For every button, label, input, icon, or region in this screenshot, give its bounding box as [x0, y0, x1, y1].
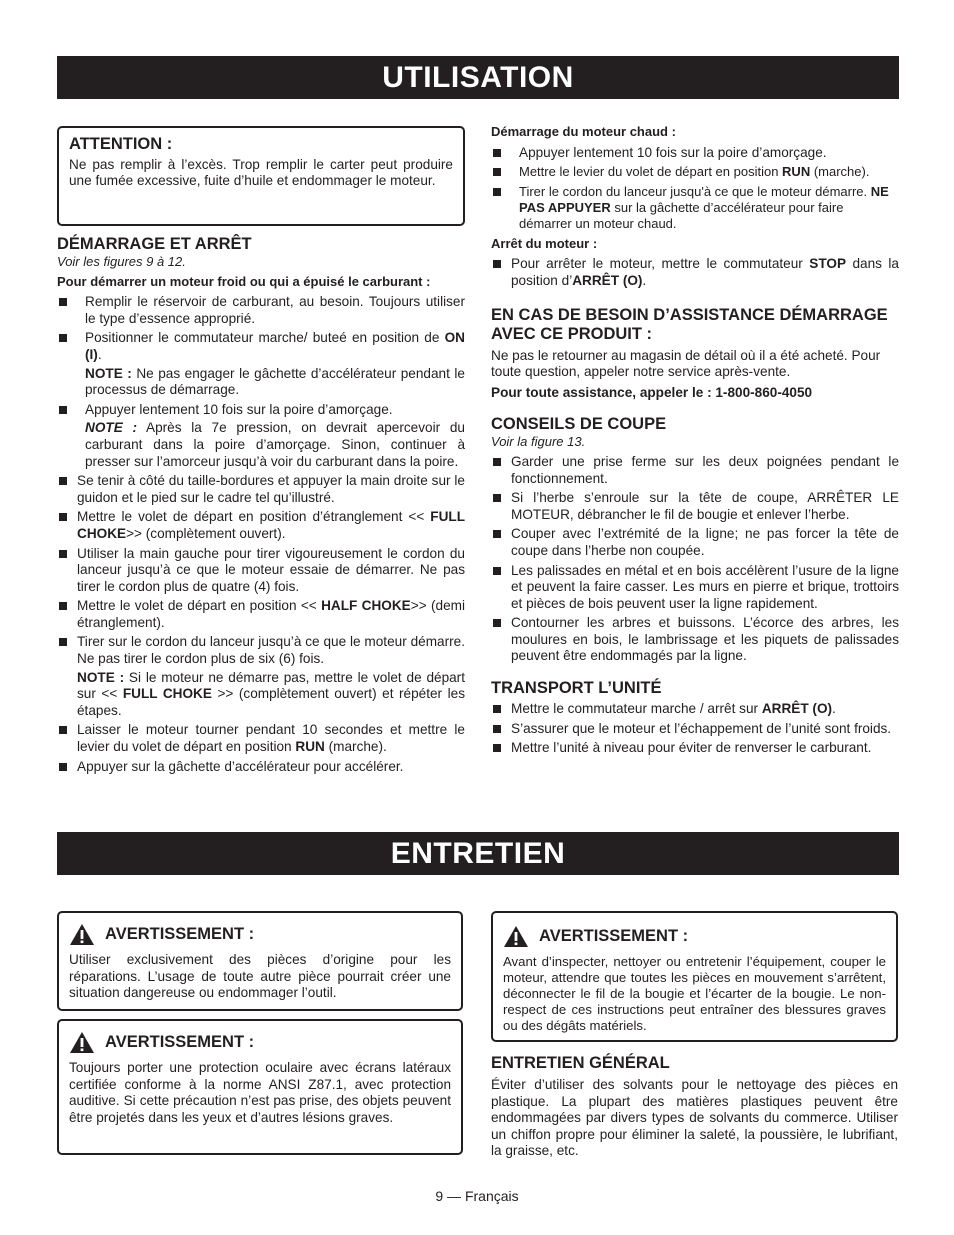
- item-text: Pour arrêter le moteur, mettre le commutateur: [511, 256, 810, 272]
- item-text: Mettre l’unité à niveau pour éviter de renverser le carburant.: [511, 740, 872, 756]
- note-label: NOTE :: [85, 420, 138, 436]
- note-bold: FULL CHOKE: [122, 686, 212, 702]
- demarrage-subtitle: Voir les figures 9 à 12.: [57, 254, 186, 269]
- list-item: [57, 330, 465, 398]
- list-item: [57, 473, 465, 506]
- warning-triangle-icon: [503, 925, 529, 948]
- entretien-right-column: [491, 911, 898, 1160]
- note: [77, 670, 465, 720]
- stop-list: [491, 256, 899, 289]
- item-text: Laisser le moteur tourner pendant 10 secondes et mettre le levier du volet de départ en position: [77, 722, 465, 755]
- conseils-list: [491, 454, 899, 665]
- item-text: Remplir le réservoir de carburant, au besoin. Toujours utiliser le type d’essence approprié.: [85, 294, 465, 326]
- hot-start-list: [491, 145, 899, 232]
- item-bold: ARRÊT (O): [572, 272, 643, 288]
- list-item: [491, 740, 899, 757]
- item-text: sur la gâchette d’accélérateur pour faire démarrer un moteur chaud.: [519, 199, 844, 231]
- list-item: [57, 722, 465, 755]
- list-item: [57, 509, 465, 542]
- warning-title-text: AVERTISSEMENT :: [105, 925, 255, 944]
- note-text: Après la 7e pression, on devrait apercevoir du carburant dans la poire d’amorçage. Sinon, continuer à presser sur l’amorceur jusqu’à voir du carburant dans la poire.: [85, 420, 465, 469]
- item-text: Couper avec l’extrémité de la ligne; ne pas forcer la tête de coupe dans l’herbe non coupée.: [511, 526, 899, 558]
- item-text: S’assurer que le moteur et l’échappement de l’unité sont froids.: [511, 720, 892, 736]
- conseils-title: CONSEILS DE COUPE: [491, 415, 667, 434]
- note-label: NOTE :: [85, 365, 132, 381]
- list-item: [491, 563, 899, 613]
- warning-title: [69, 923, 451, 946]
- item-text: Utiliser la main gauche pour tirer vigoureusement le cordon du lanceur jusqu’à ce que le moteur essaie de démarrer. Ne pas tirer le cordon plus de quatre (4) fois.: [77, 545, 465, 594]
- item-bold: RUN: [782, 164, 811, 180]
- warning-text: Utiliser exclusivement des pièces d’origine pour les réparations. L’usage de toute autre pièce pourrait créer une situation dangereuse ou endommager l’outil.: [69, 952, 451, 1001]
- item-text: (marche).: [810, 164, 870, 180]
- item-text: Mettre le levier du volet de départ en position: [519, 164, 783, 180]
- item-text: dans la position d’: [511, 256, 899, 288]
- warning-title-text: AVERTISSEMENT :: [539, 927, 689, 946]
- right-column: [491, 124, 899, 760]
- item-text: Mettre le commutateur marche / arrêt sur: [511, 701, 762, 717]
- item-text: Garder une prise ferme sur les deux poignées pendant le fonctionnement.: [511, 453, 899, 486]
- list-item: [491, 454, 899, 487]
- item-text: .: [97, 346, 102, 362]
- section-banner-entretien: ENTRETIEN: [57, 832, 899, 875]
- page-footer: 9 — Français: [435, 1188, 519, 1204]
- note-text: Ne pas engager le gâchette d’accélérateur pendant le processus de démarrage.: [85, 365, 465, 398]
- transport-list: [491, 701, 899, 757]
- warning-box-eye-protection: [57, 1019, 463, 1155]
- list-item: [57, 759, 465, 776]
- attention-text: Ne pas remplir à l’excès. Trop remplir le carter peut produire une fumée excessive, fuite d’huile et endommager le moteur.: [69, 156, 453, 189]
- list-item: [57, 546, 465, 596]
- warning-box-maintenance: [491, 911, 898, 1042]
- section-banner-utilisation: UTILISATION: [57, 56, 899, 99]
- stop-label: Arrêt du moteur :: [491, 235, 598, 251]
- warning-triangle-icon: [69, 1031, 95, 1054]
- item-bold: STOP: [809, 256, 847, 272]
- assistance-text: Ne pas le retourner au magasin de détail où il a été acheté. Pour toute question, appeler notre service après-vente.: [491, 347, 881, 380]
- cold-start-list: [57, 294, 465, 775]
- note-label: NOTE :: [77, 669, 125, 685]
- item-text: (marche).: [324, 739, 387, 755]
- cold-start-label: Pour démarrer un moteur froid ou qui a épuisé le carburant :: [57, 273, 431, 289]
- warning-box-parts: [57, 911, 463, 1011]
- list-item: [57, 634, 465, 719]
- list-item: [491, 526, 899, 559]
- item-bold: FULL CHOKE: [77, 509, 465, 541]
- item-text: Tirer sur le cordon du lanceur jusqu’à ce que le moteur démarre. Ne pas tirer le cordon plus de six (6) fois.: [77, 634, 465, 667]
- item-text: Appuyer lentement 10 fois sur la poire d’amorçage.: [85, 401, 393, 417]
- item-bold: NE PAS APPUYER: [519, 183, 889, 215]
- assistance-title: EN CAS DE BESOIN D’ASSISTANCE DÉMARRAGE AVEC CE PRODUIT :: [491, 305, 888, 343]
- warning-text: Toujours porter une protection oculaire avec écrans latéraux certifiée conforme à la norme ANSI Z87.1, avec protection auditive. Si cette précaution n’est pas prise, des objets peuvent être projetés dans les yeux et d’autres lésions graves.: [69, 1060, 451, 1125]
- note: [85, 366, 465, 399]
- general-title: ENTRETIEN GÉNÉRAL: [491, 1054, 670, 1072]
- list-item: [57, 294, 465, 327]
- assistance-phone: Pour toute assistance, appeler le : 1-800-860-4050: [491, 384, 813, 400]
- item-bold: HALF CHOKE: [321, 598, 411, 614]
- transport-title: TRANSPORT L’UNITÉ: [491, 679, 662, 698]
- item-bold: RUN: [295, 739, 325, 755]
- item-text: .: [642, 272, 647, 288]
- item-bold: ON (I): [85, 330, 465, 362]
- item-text: Les palissades en métal et en bois accélèrent l’usure de la ligne et peuvent la faire casser. Les murs en pierre et brique, trottoirs et pièces de bois peuvent user la ligne rapidement.: [511, 562, 899, 611]
- attention-title: ATTENTION :: [69, 135, 173, 153]
- warning-title: [503, 925, 886, 948]
- list-item: [57, 598, 465, 631]
- list-item: [491, 184, 899, 232]
- warning-text: Avant d’inspecter, nettoyer ou entretenir l’équipement, couper le moteur, attendre que toutes les pièces en mouvement s’arrêtent, déconnecter le fil de la bougie et l’écarter de la bougie. Le non-respect de ces instructions peut entraîner des blessures graves ou des dégâts matériels.: [503, 954, 886, 1033]
- general-text: Éviter d’utiliser des solvants pour le nettoyage des pièces en plastique. La plupart des matières plastiques peuvent être endommagées par divers types de solvants du commerce. Utiliser un chiffon propre pour éliminer la saleté, la poussière, le lubrifiant, la graisse, etc.: [491, 1077, 898, 1159]
- item-text: >> (demi étranglement).: [77, 598, 465, 630]
- item-text: >> (complètement ouvert).: [126, 525, 286, 541]
- item-text: Appuyer sur la gâchette d’accélérateur pour accélérer.: [77, 758, 404, 774]
- list-item: [491, 164, 899, 181]
- list-item: [491, 490, 899, 523]
- item-text: Positionner le commutateur marche/ buteé en position de: [85, 330, 445, 346]
- note-text: Si le moteur ne démarre pas, mettre le volet de départ sur <<: [77, 669, 465, 702]
- warning-title: [69, 1031, 451, 1054]
- conseils-subtitle: Voir la figure 13.: [491, 434, 586, 450]
- note: [85, 420, 465, 470]
- left-column: [57, 126, 465, 778]
- list-item: [57, 402, 465, 470]
- item-text: Tirer le cordon du lanceur jusqu'à ce que le moteur démarre.: [519, 183, 871, 199]
- list-item: [491, 721, 899, 738]
- entretien-left-column: [57, 911, 463, 1155]
- attention-box: [57, 126, 465, 226]
- list-item: [491, 701, 899, 718]
- list-item: [491, 256, 899, 289]
- list-item: [491, 615, 899, 665]
- item-text: Se tenir à côté du taille-bordures et appuyer la main droite sur le guidon et le pied sur le cadre tel qu’illustré.: [77, 473, 465, 505]
- hot-start-label: Démarrage du moteur chaud :: [491, 124, 676, 139]
- item-text: Mettre le volet de départ en position <<: [77, 598, 322, 614]
- warning-triangle-icon: [69, 923, 95, 946]
- item-bold: ARRÊT (O): [761, 701, 833, 717]
- item-text: Si l’herbe s’enroule sur la tête de coupe, ARRÊTER LE MOTEUR, débrancher le fil de bougie et enlever l’herbe.: [511, 490, 899, 522]
- list-item: [491, 145, 899, 162]
- warning-title-text: AVERTISSEMENT :: [105, 1033, 255, 1052]
- item-text: Contourner les arbres et buissons. L’écorce des arbres, les moulures en bois, le lambrissage et les piquets de palissades peuvent être endommagés par la ligne.: [511, 615, 899, 664]
- demarrage-title: DÉMARRAGE ET ARRÊT: [57, 235, 252, 253]
- item-text: .: [832, 701, 836, 717]
- item-text: Appuyer lentement 10 fois sur la poire d’amorçage.: [519, 144, 827, 160]
- note-text: >> (complètement ouvert) et répéter les étapes.: [77, 686, 465, 718]
- item-text: Mettre le volet de départ en position d’étranglement <<: [77, 509, 431, 525]
